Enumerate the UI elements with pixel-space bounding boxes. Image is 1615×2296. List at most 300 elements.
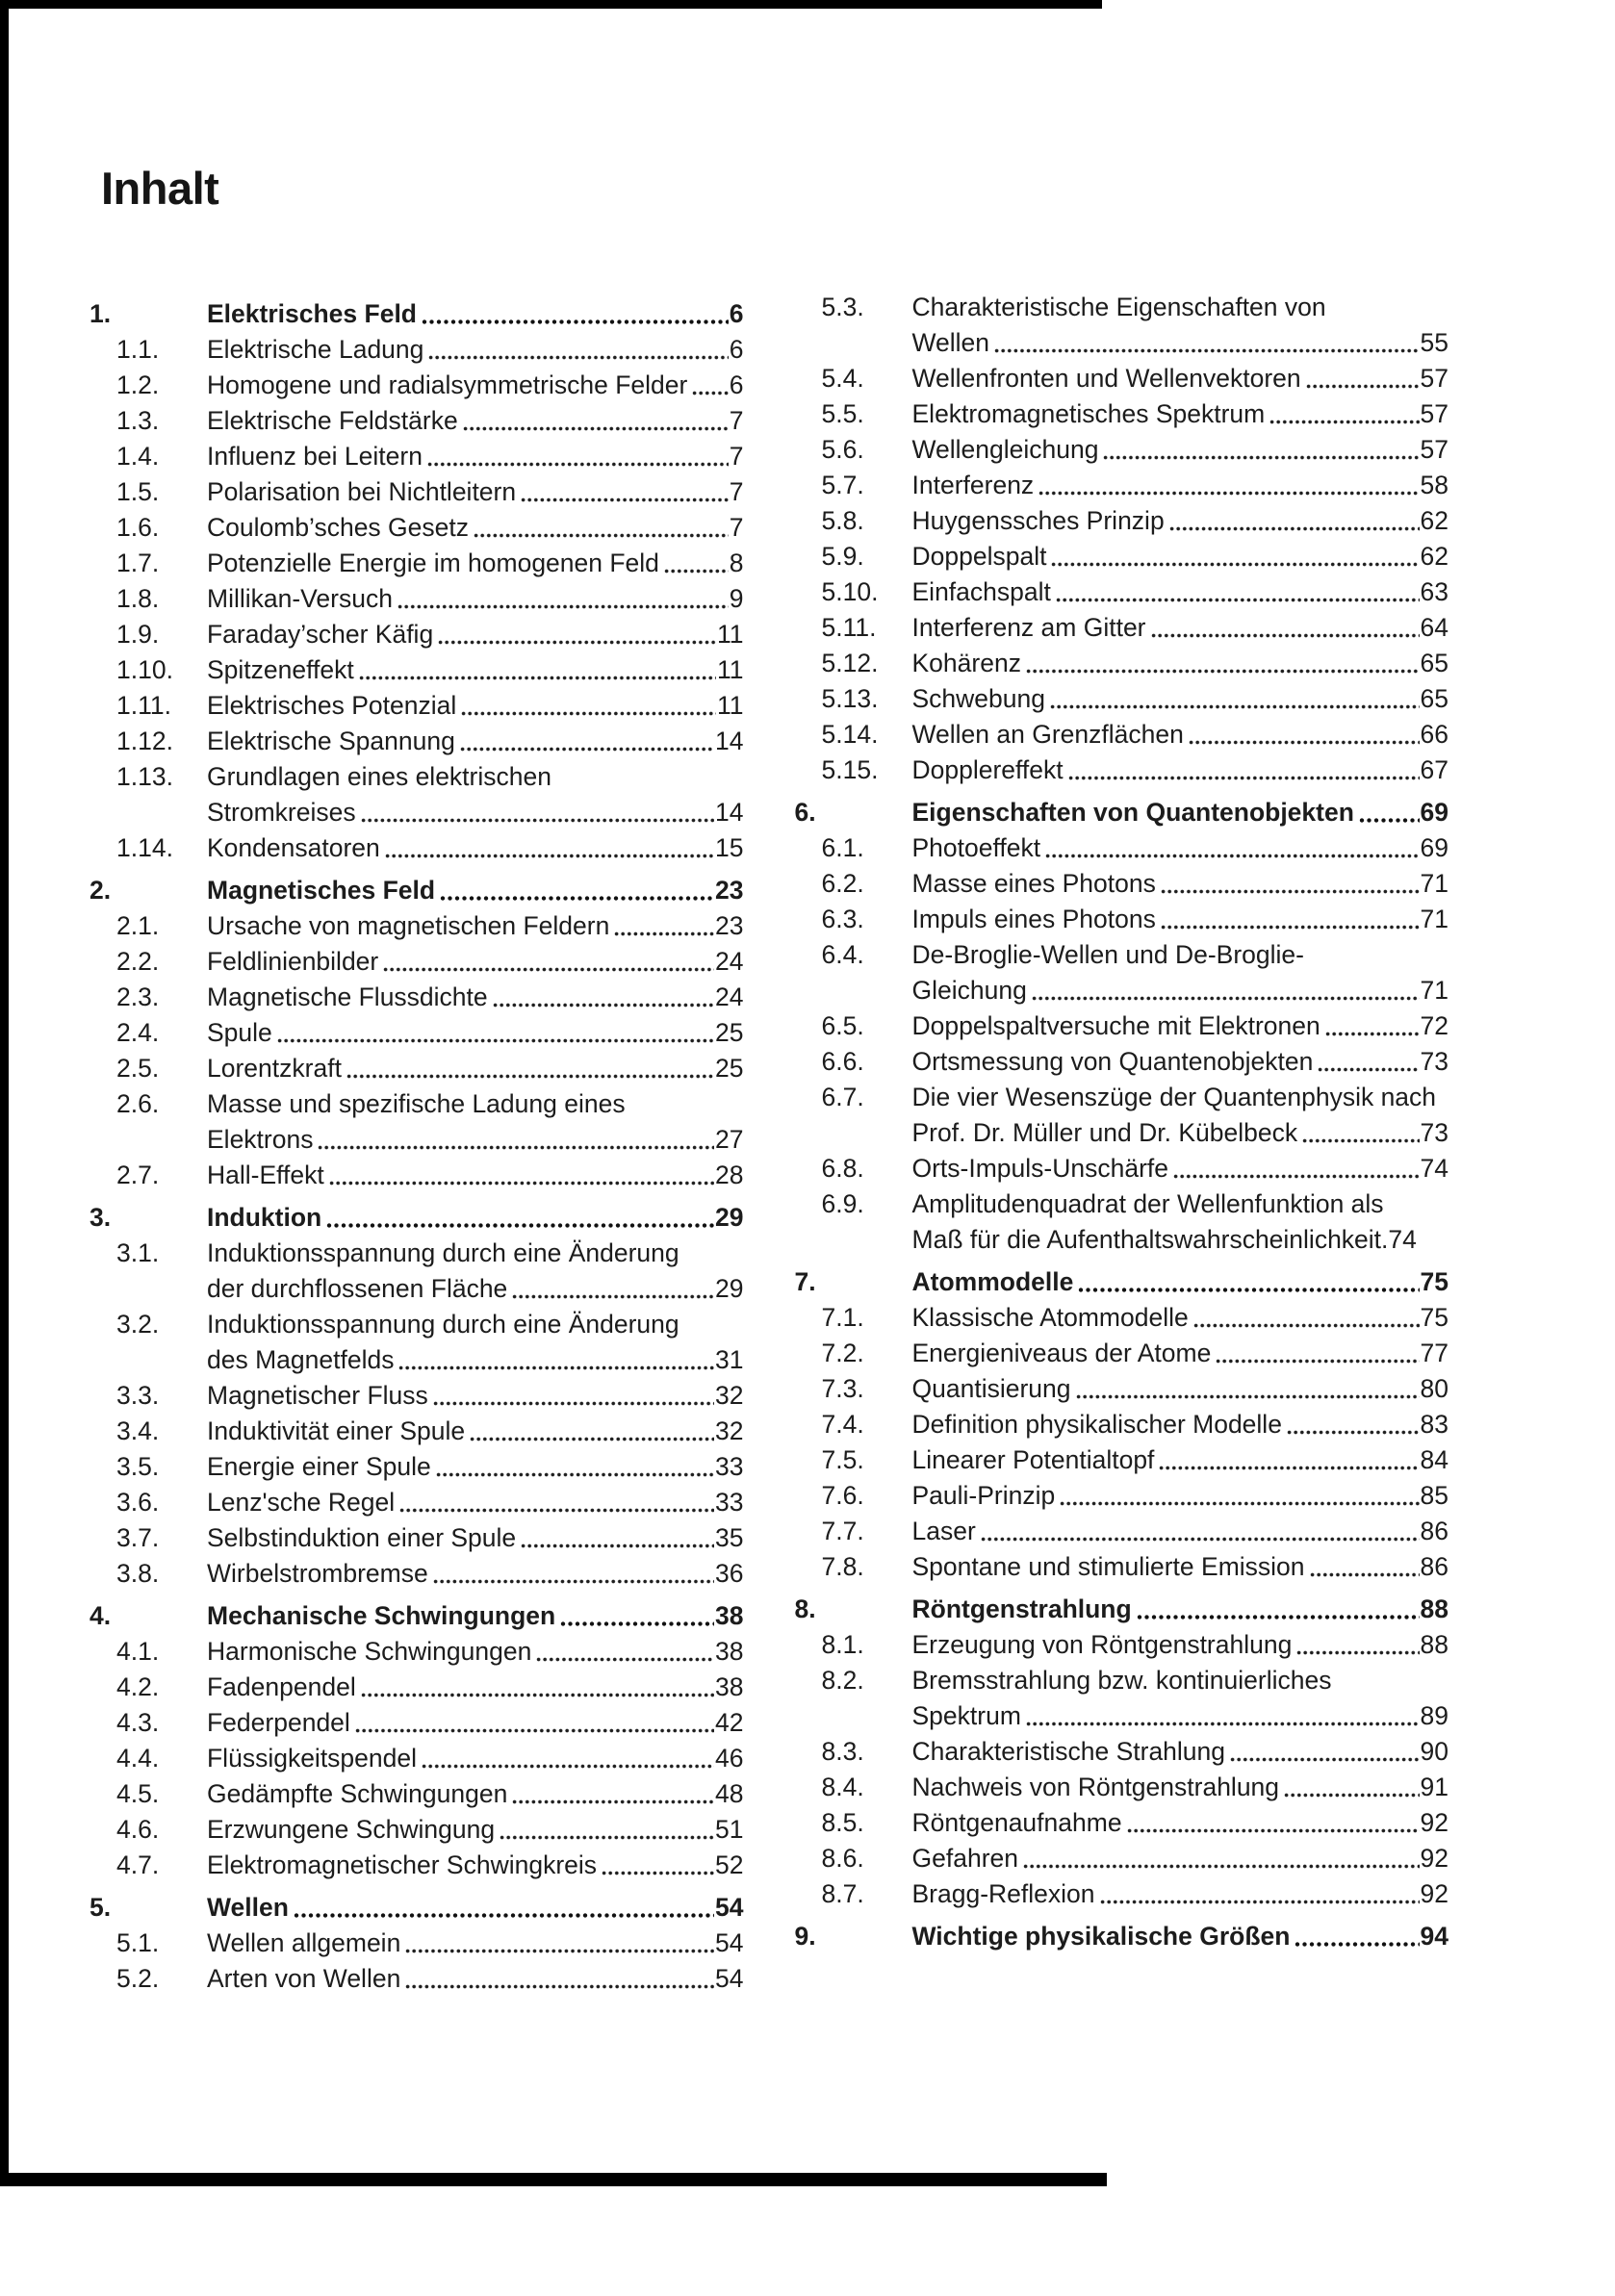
toc-entry-title: Wellen an Grenzflächen (911, 720, 1184, 749)
toc-entry-page: 29 (715, 1203, 744, 1232)
dot-leader (397, 603, 729, 610)
toc-entry (90, 724, 744, 759)
dot-leader (1076, 1393, 1420, 1400)
dot-leader (1193, 1322, 1420, 1329)
toc-entry (795, 1080, 1449, 1151)
toc-entry-page: 73 (1420, 1047, 1448, 1076)
toc-entry-number: 1.12. (116, 727, 173, 755)
dot-leader (294, 1912, 714, 1919)
toc-entry (795, 396, 1449, 432)
toc-entry (90, 1556, 744, 1592)
toc-entry-title: Eigenschaften von Quantenobjekten (911, 798, 1354, 827)
toc-entry-title: Quantisierung (911, 1374, 1071, 1403)
toc-entry-number: 1. (90, 299, 112, 328)
toc-entry-page: 92 (1420, 1879, 1448, 1908)
toc-entry-title: Dopplereffekt (911, 755, 1064, 784)
dot-leader (512, 1293, 714, 1300)
toc-entry-title: Induktionsspannung durch eine Änderung (207, 1310, 679, 1339)
toc-entry-number: 2.4. (116, 1018, 160, 1047)
toc-entry-page: 32 (715, 1381, 744, 1410)
toc-entry-title: Lenz'sche Regel (207, 1488, 396, 1517)
scan-edge-left (0, 0, 9, 2186)
toc-entry (90, 474, 744, 510)
dot-leader (318, 1144, 714, 1151)
toc-entry (90, 944, 744, 980)
toc-entry-number: 5. (90, 1893, 112, 1922)
dot-leader (1216, 1358, 1419, 1365)
toc-entry (90, 980, 744, 1015)
toc-entry-number: 2.7. (116, 1161, 160, 1189)
toc-entry-title: Magnetische Flussdichte (207, 982, 488, 1011)
dot-leader (433, 1400, 714, 1407)
toc-entry-number: 8.5. (821, 1808, 864, 1837)
toc-entry-number: 4. (90, 1601, 112, 1630)
toc-entry-title: Federpendel (207, 1708, 350, 1737)
toc-entry-title: Gedämpfte Schwingungen (207, 1779, 508, 1808)
dot-leader (1137, 1614, 1420, 1620)
toc-entry-title: Bremsstrahlung bzw. kontinuierliches (911, 1666, 1332, 1695)
toc-entry (795, 1734, 1449, 1770)
toc-entry (795, 1627, 1449, 1663)
dot-leader (614, 931, 714, 937)
toc-entry-number: 2. (90, 876, 112, 905)
dot-leader (1284, 1792, 1419, 1799)
toc-entry-page: 7 (729, 442, 744, 471)
toc-entry-page: 7 (729, 513, 744, 542)
toc-entry (795, 610, 1449, 646)
dot-leader (460, 746, 714, 753)
toc-entry-page: 29 (715, 1274, 744, 1303)
toc-entry-title-continued: Maß für die Aufenthaltswahrscheinlichkeit. (911, 1225, 1389, 1254)
toc-entry-title: Magnetisches Feld (207, 876, 436, 905)
dot-leader (994, 347, 1419, 354)
toc-entry (90, 296, 744, 332)
toc-entry (795, 717, 1449, 753)
toc-entry-title-continued: der durchflossenen Fläche (207, 1274, 508, 1303)
toc-entry-number: 8.6. (821, 1844, 864, 1873)
dot-leader (385, 853, 714, 859)
toc-entry (795, 1841, 1449, 1876)
toc-entry (90, 830, 744, 866)
toc-entry-number: 5.4. (821, 364, 864, 393)
toc-entry-number: 8.2. (821, 1666, 864, 1695)
toc-entry-page: 27 (715, 1125, 744, 1154)
toc-entry-number: 5.2. (116, 1964, 160, 1993)
toc-entry (795, 361, 1449, 396)
toc-entry-title: Wellenfronten und Wellenvektoren (911, 364, 1301, 393)
toc-entry-number: 4.6. (116, 1815, 160, 1844)
toc-entry-page: 92 (1420, 1808, 1448, 1837)
toc (90, 290, 1448, 1997)
toc-entry-page: 32 (715, 1416, 744, 1445)
toc-entry-number: 4.2. (116, 1672, 160, 1701)
toc-entry-number: 8.4. (821, 1773, 864, 1801)
toc-entry-number: 5.12. (821, 649, 879, 677)
dot-leader (361, 817, 714, 824)
toc-entry (90, 1307, 744, 1378)
toc-entry-number: 3.7. (116, 1523, 160, 1552)
toc-entry-number: 3.4. (116, 1416, 160, 1445)
scan-edge-bottom (0, 2173, 1107, 2186)
dot-leader (474, 532, 729, 539)
toc-entry (90, 1414, 744, 1449)
toc-entry-title: Spitzeneffekt (207, 655, 354, 684)
dot-leader (361, 1692, 714, 1698)
toc-entry (795, 866, 1449, 902)
toc-entry-number: 4.1. (116, 1637, 160, 1666)
toc-entry-page: 71 (1420, 976, 1448, 1005)
toc-entry-title: Kondensatoren (207, 833, 380, 862)
toc-entry-title: Klassische Atommodelle (911, 1303, 1189, 1332)
toc-entry (795, 1008, 1449, 1044)
toc-entry-title: Röntgenstrahlung (911, 1594, 1132, 1623)
toc-entry-number: 7. (794, 1267, 816, 1296)
toc-entry-title: Ortsmessung von Quantenobjekten (911, 1047, 1314, 1076)
page-content (90, 0, 1448, 1997)
toc-entry (90, 1485, 744, 1520)
toc-entry-page: 42 (715, 1708, 744, 1737)
toc-entry (795, 503, 1449, 539)
toc-entry-title: Polarisation bei Nichtleitern (207, 477, 517, 506)
toc-entry-number: 8.1. (821, 1630, 864, 1659)
toc-entry-page: 46 (715, 1744, 744, 1773)
toc-entry-page: 23 (715, 911, 744, 940)
toc-entry (795, 1770, 1449, 1805)
toc-entry-title-continued: Gleichung (911, 976, 1027, 1005)
dot-leader (493, 1002, 714, 1008)
toc-entry-page: 8 (729, 548, 744, 577)
toc-entry-number: 3. (90, 1203, 112, 1232)
dot-leader (1045, 853, 1419, 859)
dot-leader (1023, 1863, 1420, 1870)
dot-leader (1189, 739, 1420, 746)
toc-entry-number: 7.4. (821, 1410, 864, 1439)
dot-leader (692, 390, 728, 396)
dot-leader (277, 1037, 714, 1044)
toc-entry-title: Gefahren (911, 1844, 1018, 1873)
toc-entry-title: Hall-Effekt (207, 1161, 324, 1189)
toc-entry-page: 75 (1420, 1303, 1448, 1332)
dot-leader (1169, 525, 1420, 532)
toc-entry-page: 33 (715, 1452, 744, 1481)
dot-leader (1060, 1500, 1419, 1507)
toc-entry-title: Doppelspalt (911, 542, 1047, 571)
toc-entry-title: Schwebung (911, 684, 1045, 713)
toc-entry (90, 439, 744, 474)
toc-entry-page: 6 (729, 299, 744, 328)
dot-leader (1173, 1173, 1419, 1180)
toc-entry-number: 6.6. (821, 1047, 864, 1076)
dot-leader (329, 1180, 714, 1186)
toc-entry (795, 681, 1449, 717)
toc-entry-page: 91 (1420, 1773, 1448, 1801)
toc-entry-page: 55 (1420, 328, 1448, 357)
toc-entry (90, 403, 744, 439)
toc-entry-number: 3.8. (116, 1559, 160, 1588)
toc-entry-page: 15 (715, 833, 744, 862)
dot-leader (1310, 1571, 1420, 1578)
dot-leader (981, 1536, 1420, 1543)
toc-entry-title: Elektrisches Potenzial (207, 691, 457, 720)
toc-entry-page: 88 (1420, 1630, 1448, 1659)
toc-entry-number: 7.5. (821, 1445, 864, 1474)
toc-entry-number: 1.13. (116, 762, 173, 791)
toc-entry-page: 72 (1420, 1011, 1448, 1040)
page-title: Inhalt (101, 163, 219, 214)
toc-entry-page: 92 (1420, 1844, 1448, 1873)
toc-entry-number: 1.10. (116, 655, 173, 684)
toc-entry-number: 1.2. (116, 370, 160, 399)
toc-entry-title: Grundlagen eines elektrischen (207, 762, 551, 791)
toc-entry-number: 1.14. (116, 833, 173, 862)
toc-entry-page: 63 (1420, 577, 1448, 606)
toc-entry-title: Influenz bei Leitern (207, 442, 423, 471)
toc-entry-number: 9. (794, 1922, 816, 1951)
toc-entry-number: 2.6. (116, 1089, 160, 1118)
toc-entry-title: Charakteristische Eigenschaften von (911, 293, 1326, 321)
toc-entry-title: Die vier Wesenszüge der Quantenphysik nach (911, 1083, 1437, 1111)
toc-entry-title-continued: Spektrum (911, 1701, 1021, 1730)
dot-leader (1026, 668, 1420, 675)
dot-leader (436, 1471, 714, 1478)
toc-entry (90, 581, 744, 617)
toc-entry-title: Wellen allgemein (207, 1928, 401, 1957)
toc-entry (795, 1478, 1449, 1514)
toc-entry (90, 1741, 744, 1776)
toc-entry-title: Masse und spezifische Ladung eines (207, 1089, 626, 1118)
dot-leader (500, 1834, 714, 1841)
toc-column-left (90, 290, 744, 1997)
toc-entry-title: Arten von Wellen (207, 1964, 401, 1993)
toc-entry (795, 1336, 1449, 1371)
toc-entry-page: 84 (1420, 1445, 1448, 1474)
toc-entry-title: Elektrisches Feld (207, 299, 417, 328)
toc-entry-page: 86 (1420, 1552, 1448, 1581)
toc-entry-page: 88 (1420, 1594, 1448, 1623)
toc-entry-page: 66 (1420, 720, 1448, 749)
toc-entry-page: 24 (715, 947, 744, 976)
toc-entry-title: Erzwungene Schwingung (207, 1815, 496, 1844)
toc-entry-title: Definition physikalischer Modelle (911, 1410, 1282, 1439)
toc-entry (795, 432, 1449, 468)
toc-entry-page: 58 (1420, 471, 1448, 499)
dot-leader (1056, 597, 1420, 603)
toc-entry (795, 1264, 1449, 1300)
toc-entry-title-continued: Wellen (911, 328, 990, 357)
toc-entry-page: 11 (716, 691, 744, 720)
toc-entry (90, 1670, 744, 1705)
toc-entry-number: 3.3. (116, 1381, 160, 1410)
toc-entry-page: 64 (1420, 613, 1448, 642)
toc-entry (795, 753, 1449, 788)
toc-entry-page: 25 (715, 1054, 744, 1083)
toc-entry-title: Induktivität einer Spule (207, 1416, 466, 1445)
dot-leader (1159, 1465, 1419, 1471)
toc-entry-title: Elektromagnetisches Spektrum (911, 399, 1266, 428)
toc-entry-number: 5.3. (821, 293, 864, 321)
toc-entry-number: 3.2. (116, 1310, 160, 1339)
toc-entry-number: 6.2. (821, 869, 864, 898)
toc-entry-number: 5.8. (821, 506, 864, 535)
toc-entry-number: 4.4. (116, 1744, 160, 1773)
toc-entry-page: 80 (1420, 1374, 1448, 1403)
toc-entry (90, 1848, 744, 1883)
toc-entry-number: 6.4. (821, 940, 864, 969)
toc-entry-title: Flüssigkeitspendel (207, 1744, 418, 1773)
toc-entry-title: De-Broglie-Wellen und De-Broglie- (911, 940, 1304, 969)
dot-leader (602, 1870, 714, 1876)
toc-entry-number: 4.3. (116, 1708, 160, 1737)
toc-entry-number: 5.14. (821, 720, 879, 749)
toc-entry-number: 6.7. (821, 1083, 864, 1111)
toc-entry-title: Elektrische Ladung (207, 335, 424, 364)
toc-column-right (795, 290, 1449, 1997)
toc-entry-title-continued: Prof. Dr. Müller und Dr. Kübelbeck (911, 1118, 1298, 1147)
toc-entry-title: Impuls eines Photons (911, 905, 1156, 933)
toc-entry-number: 5.15. (821, 755, 879, 784)
toc-entry-number: 4.5. (116, 1779, 160, 1808)
toc-entry (795, 1371, 1449, 1407)
toc-entry-title: Elektrische Feldstärke (207, 406, 458, 435)
toc-entry (90, 873, 744, 908)
dot-leader (1287, 1429, 1420, 1436)
toc-entry-page: 52 (715, 1850, 744, 1879)
dot-leader (1306, 383, 1420, 390)
toc-entry-title: Induktionsspannung durch eine Änderung (207, 1238, 679, 1267)
toc-entry (90, 1634, 744, 1670)
toc-entry-number: 8. (794, 1594, 816, 1623)
toc-entry-page: 54 (715, 1964, 744, 1993)
dot-leader (422, 319, 729, 325)
toc-entry-number: 1.7. (116, 548, 160, 577)
toc-entry-number: 1.5. (116, 477, 160, 506)
toc-entry-page: 25 (715, 1018, 744, 1047)
toc-entry-page: 69 (1420, 833, 1448, 862)
toc-entry-page: 86 (1420, 1517, 1448, 1545)
dot-leader (1151, 632, 1420, 639)
toc-entry-number: 7.1. (821, 1303, 864, 1332)
toc-entry-title: Lorentzkraft (207, 1054, 342, 1083)
toc-entry-number: 1.4. (116, 442, 160, 471)
toc-entry-page: 7 (729, 477, 744, 506)
toc-entry-number: 7.7. (821, 1517, 864, 1545)
toc-entry-title: Orts-Impuls-Unschärfe (911, 1154, 1169, 1183)
toc-entry-page: 74 (1420, 1154, 1448, 1183)
dot-leader (1318, 1066, 1419, 1073)
toc-entry-number: 5.5. (821, 399, 864, 428)
toc-entry-title: Pauli-Prinzip (911, 1481, 1056, 1510)
toc-entry-number: 6.5. (821, 1011, 864, 1040)
toc-entry-page: 7 (729, 406, 744, 435)
toc-entry-title: Energie einer Spule (207, 1452, 431, 1481)
toc-entry-title: Doppelspaltversuche mit Elektronen (911, 1011, 1320, 1040)
toc-entry (795, 646, 1449, 681)
toc-entry-title: Elektrische Spannung (207, 727, 455, 755)
toc-entry (795, 1919, 1449, 1954)
toc-entry-number: 7.6. (821, 1481, 864, 1510)
toc-entry-page: 36 (715, 1559, 744, 1588)
toc-entry-number: 7.2. (821, 1339, 864, 1367)
toc-entry-number: 6.8. (821, 1154, 864, 1183)
toc-entry-title: Wichtige physikalische Größen (911, 1922, 1291, 1951)
dot-leader (521, 1543, 714, 1549)
toc-entry-page: 75 (1420, 1267, 1448, 1296)
toc-entry-number: 5.11. (821, 613, 877, 642)
dot-leader (405, 1948, 714, 1954)
toc-entry-title: Wellen (207, 1893, 289, 1922)
toc-entry-title: Millikan-Versuch (207, 584, 393, 613)
toc-entry (90, 1812, 744, 1848)
toc-entry (795, 1300, 1449, 1336)
toc-entry-page: 71 (1420, 869, 1448, 898)
toc-entry (90, 546, 744, 581)
dot-leader (1068, 775, 1420, 781)
toc-entry (90, 1520, 744, 1556)
toc-entry (795, 1805, 1449, 1841)
toc-entry-number: 6.3. (821, 905, 864, 933)
dot-leader (1032, 995, 1420, 1002)
toc-entry-title: Bragg-Reflexion (911, 1879, 1095, 1908)
toc-entry-number: 2.3. (116, 982, 160, 1011)
toc-entry-page: 38 (715, 1672, 744, 1701)
toc-entry-title: Feldlinienbilder (207, 947, 379, 976)
toc-entry-page: 65 (1420, 649, 1448, 677)
dot-leader (536, 1656, 714, 1663)
toc-entry-number: 1.9. (116, 620, 160, 649)
toc-entry-page: 14 (715, 727, 744, 755)
dot-leader (1161, 888, 1420, 895)
dot-leader (1051, 561, 1419, 568)
dot-leader (1325, 1031, 1420, 1037)
toc-entry (795, 1663, 1449, 1734)
toc-entry-number: 1.8. (116, 584, 160, 613)
dot-leader (438, 639, 716, 646)
toc-entry (795, 290, 1449, 361)
toc-entry-page: 51 (715, 1815, 744, 1844)
dot-leader (433, 1578, 714, 1585)
toc-entry (795, 468, 1449, 503)
toc-entry-page: 23 (715, 876, 744, 905)
toc-entry-title: Spontane und stimulierte Emission (911, 1552, 1305, 1581)
toc-entry-title: Laser (911, 1517, 976, 1545)
dot-leader (1127, 1827, 1420, 1834)
dot-leader (1359, 817, 1420, 824)
toc-entry (795, 1044, 1449, 1080)
toc-entry (90, 908, 744, 944)
dot-leader (428, 354, 728, 361)
dot-leader (355, 1727, 714, 1734)
toc-entry-title: Potenzielle Energie im homogenen Feld (207, 548, 659, 577)
toc-entry-page: 33 (715, 1488, 744, 1517)
toc-entry-title: Induktion (207, 1203, 322, 1232)
toc-entry-page: 69 (1420, 798, 1448, 827)
toc-entry-page: 65 (1420, 684, 1448, 713)
toc-entry (90, 1449, 744, 1485)
dot-leader (427, 461, 729, 468)
toc-entry-title: Amplitudenquadrat der Wellenfunktion als (911, 1189, 1384, 1218)
toc-entry (90, 1961, 744, 1997)
toc-entry-title: Masse eines Photons (911, 869, 1156, 898)
toc-entry-number: 3.6. (116, 1488, 160, 1517)
toc-entry-page: 38 (715, 1601, 744, 1630)
toc-entry-number: 7.3. (821, 1374, 864, 1403)
toc-entry-title-continued: Stromkreises (207, 798, 356, 827)
toc-entry-page: 57 (1420, 364, 1448, 393)
toc-entry-page: 31 (715, 1345, 744, 1374)
dot-leader (405, 1983, 714, 1990)
toc-entry (795, 1592, 1449, 1627)
toc-entry-number: 2.5. (116, 1054, 160, 1083)
